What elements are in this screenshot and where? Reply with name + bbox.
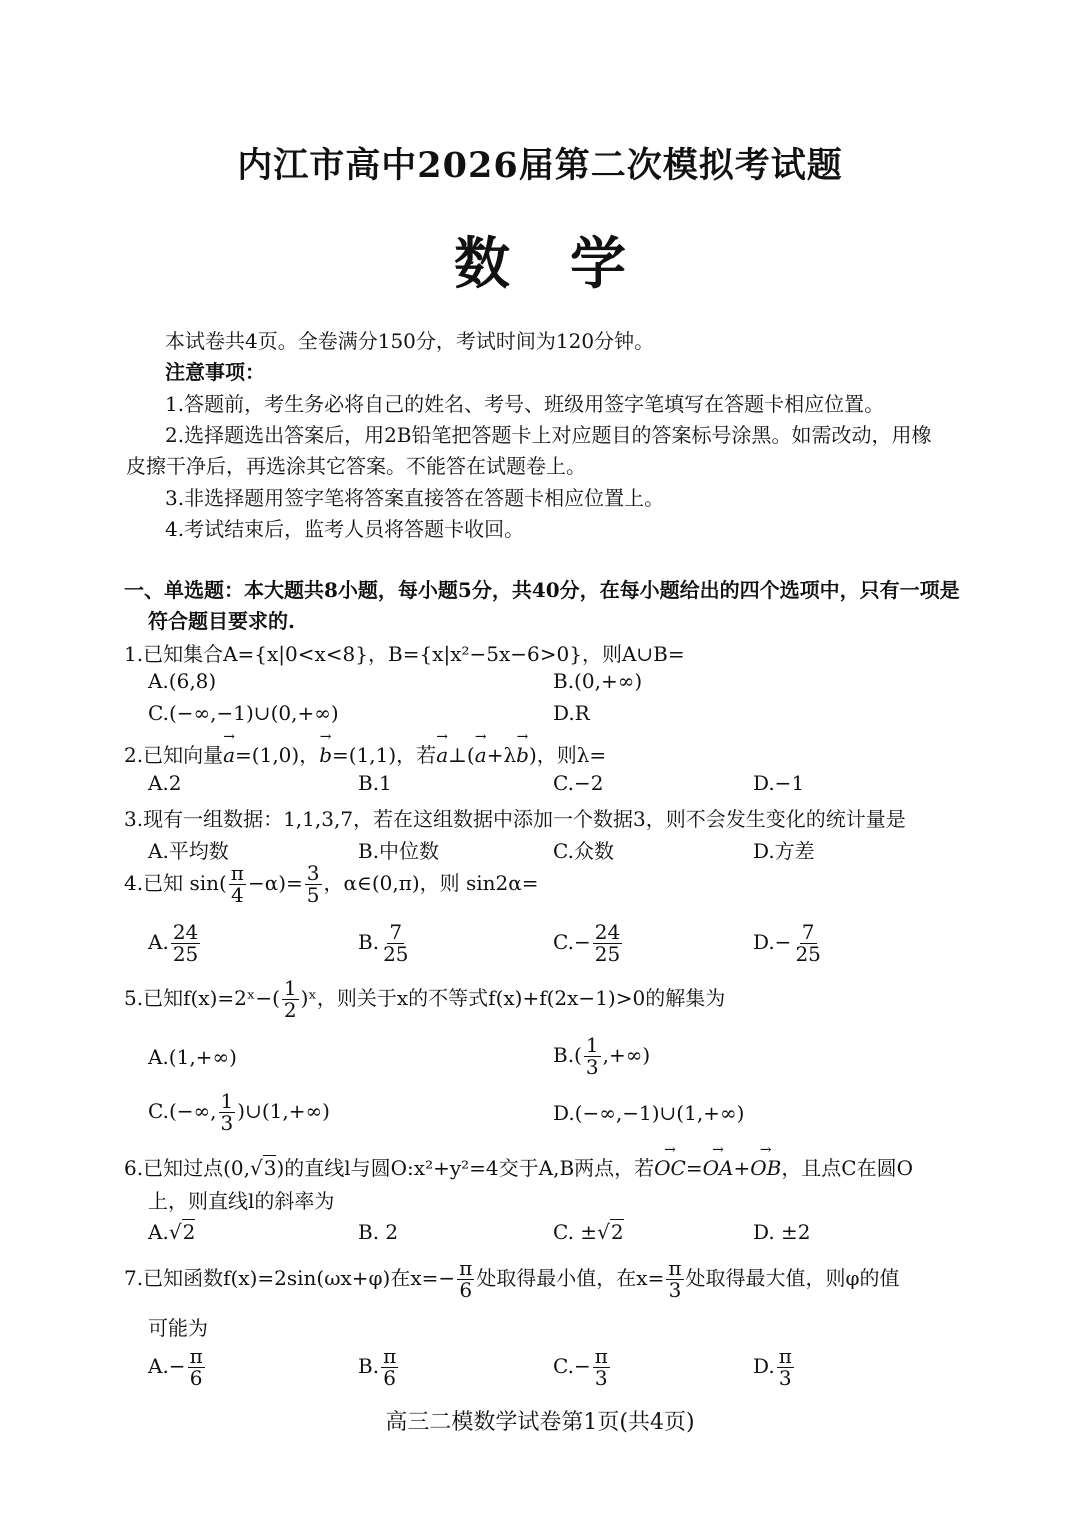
notice-item: 1.答题前，考生务必将自己的姓名、考号、班级用签字笔填写在答题卡相应位置。 [165,392,885,416]
option-b: B.(0,+∞) [553,669,643,693]
question-2-stem: 2.已知向量→ a=(1,0)，→ b=(1,1)，若→ a⊥(→ a+λ→ b)，则λ= [124,739,606,768]
option-d: D.(−∞,−1)∪(1,+∞) [553,1101,745,1125]
option-a: A.平均数 [148,839,229,863]
option-c: C.−2 [553,771,604,795]
question-1-stem: 1.已知集合A={x|0<x<8}，B={x|x²−5x−6>0}，则A∪B= [124,642,685,666]
section-heading: 一、单选题：本大题共8小题，每小题5分，共40分，在每小题给出的四个选项中，只有一项是 [124,578,960,602]
option-c: C. ±√2 [553,1220,624,1244]
section-heading-cont: 符合题目要求的. [148,609,295,633]
option-d: D. $\frac{\pi}{3}$ [753,1344,792,1390]
subject-title: 数学 [454,231,686,297]
option-b: B. 2 [358,1220,399,1244]
option-b: B. $\frac{\pi}{6}$ [358,1344,397,1390]
option-b: B.1 [358,771,392,795]
notice-item: 4.考试结束后，监考人员将答题卡收回。 [165,517,525,541]
notice-heading: 注意事项： [165,360,265,384]
option-a: A.− $\frac{\pi}{6}$ [148,1344,203,1390]
question-7-stem-cont: 可能为 [148,1316,208,1340]
option-d: D. ±2 [753,1220,811,1244]
notice-item: 2.选择题选出答案后，用2B铅笔把答题卡上对应题目的答案标号涂黑。如需改动，用橡 [165,423,932,447]
option-c: C.(−∞, $\frac{1}{3}$ )∪(1,+∞) [148,1089,330,1135]
question-5-stem: 5.已知f(x)=2ˣ−( $\frac{1}{2}$ )ˣ，则关于x的不等式f(x)+f(2x−1)>0的解集为 [124,976,726,1022]
option-a: A.(1,+∞) [148,1045,237,1069]
option-a: A.2 [148,771,182,795]
option-a: A.(6,8) [148,669,217,693]
option-d: D.−1 [753,771,805,795]
question-3-stem: 3.现有一组数据：1,1,3,7，若在这组数据中添加一个数据3，则不会发生变化的统计量是 [124,807,906,831]
question-4-stem: 4.已知 sin( $\frac{\pi}{4}$ −α)= $\frac{3}{5}$ ，α∈(0,π)，则 sin2α= [124,861,539,907]
option-b: B. $\frac{7}{25}$ [358,920,409,966]
option-c: C.− $\frac{\pi}{3}$ [553,1344,608,1390]
option-b: B.中位数 [358,839,440,863]
notice-item: 3.非选择题用签字笔将答案直接答在答题卡相应位置上。 [165,486,665,510]
page-footer: 高三二模数学试卷第1页(共4页) [385,1410,695,1435]
option-a: A.√2 [148,1220,196,1244]
option-d: D.− $\frac{7}{25}$ [753,920,821,966]
option-b: B.( $\frac{1}{3}$ ,+∞) [553,1033,651,1079]
option-c: C.− $\frac{24}{25}$ [553,920,621,966]
intro-text: 本试卷共4页。全卷满分150分，考试时间为120分钟。 [165,329,655,353]
option-c: C.众数 [553,839,614,863]
question-7-stem: 7.已知函数f(x)=2sin(ωx+φ)在x=− $\frac{\pi}{6}$ 处取得最小值，在x= $\frac{\pi}{3}$ 处取得最大值，则φ的值 [124,1256,900,1302]
option-c: C.(−∞,−1)∪(0,+∞) [148,701,339,725]
option-d: D.R [553,701,590,725]
question-6-stem: 6.已知过点(0,√3)的直线l与圆O:x²+y²=4交于A,B两点，若→ OC=→ OA+→ OB，且点C在圆O [124,1152,913,1181]
option-d: D.方差 [753,839,815,863]
question-6-stem-cont: 上，则直线l的斜率为 [148,1189,335,1213]
exam-title: 内江市高中2026届第二次模拟考试题 [237,145,843,186]
option-a: A. $\frac{24}{25}$ [148,920,199,966]
notice-item: 皮擦干净后，再选涂其它答案。不能答在试题卷上。 [126,454,586,478]
